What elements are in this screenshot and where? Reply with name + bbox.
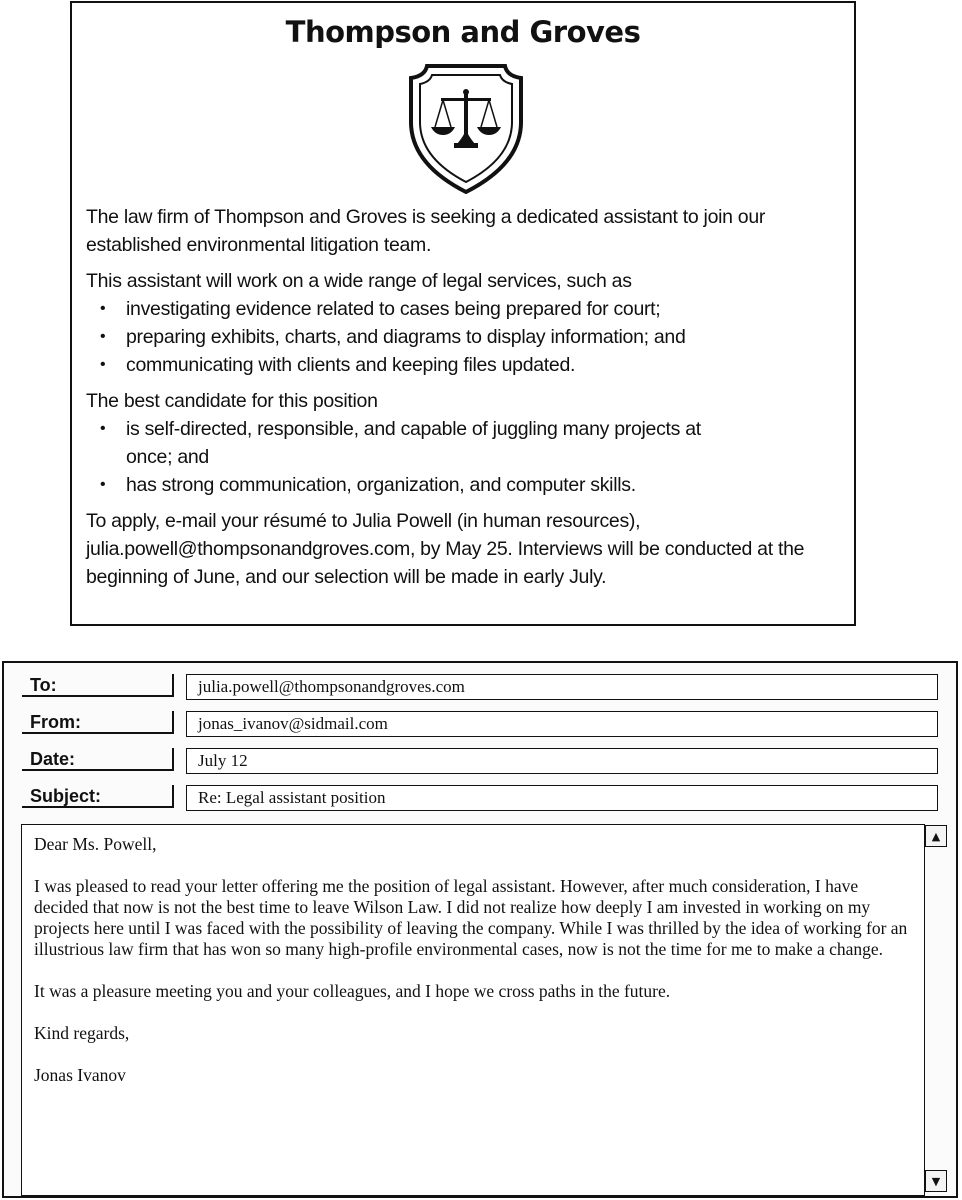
date-label: Date: (22, 748, 174, 771)
to-field[interactable]: julia.powell@thompsonandgroves.com (186, 674, 938, 700)
header-row-from (22, 711, 922, 735)
from-field[interactable]: jonas_ivanov@sidmail.com (186, 711, 938, 737)
subject-label: Subject: (22, 785, 174, 808)
body-paragraph-2: It was a pleasure meeting you and your colleagues, and I hope we cross paths in the future. (34, 981, 671, 1001)
job-advertisement (70, 1, 856, 626)
services-list (86, 295, 840, 379)
subject-field[interactable]: Re: Legal assistant position (186, 785, 938, 811)
email-window (2, 661, 958, 1198)
services-lead: This assistant will work on a wide range of legal services, such as (86, 270, 632, 292)
from-label: From: (22, 711, 174, 734)
list-item: • communicating with clients and keeping files updated. (126, 351, 840, 379)
list-item: • is self-directed, responsible, and capable of juggling many projects at once; and (126, 415, 720, 471)
apply-instructions: To apply, e-mail your résumé to Julia Powell (in human resources), julia.powell@thompsonandgroves.com, by May 25. Interviews will be conducted at the beginning of June, and our selection will be made in early July. (86, 510, 805, 588)
ad-intro: The law firm of Thompson and Groves is seeking a dedicated assistant to join our established environmental litigation team. (86, 206, 766, 256)
candidate-lead: The best candidate for this position (86, 390, 378, 412)
scroll-up-button[interactable] (925, 825, 947, 847)
ad-title: Thompson and Groves (285, 15, 641, 49)
body-paragraph-1: I was pleased to read your letter offering me the position of legal assistant. However, after much consideration, I have decided that now is not the best time to leave Wilson Law. I did not realize how deeply I am invested in working on my projects here until I was faced with the possibility of leaving the company. While I was thrilled by the idea of working for an illustrious law firm that has won so many high-profile environmental cases, now is not the time for me to make a change. (34, 876, 908, 959)
scales-of-justice-shield-icon (407, 64, 525, 194)
header-row-subject (22, 785, 922, 809)
header-row-date (22, 748, 922, 772)
list-item: • investigating evidence related to cases being prepared for court; (126, 295, 840, 323)
list-item: • has strong communication, organization, and computer skills. (126, 471, 840, 499)
date-field[interactable]: July 12 (186, 748, 938, 774)
to-label: To: (22, 674, 174, 697)
ad-body (86, 203, 840, 599)
scroll-down-button[interactable] (925, 1170, 947, 1192)
arrow-down-icon: ▼ (931, 1174, 941, 1188)
candidate-traits-list (86, 415, 840, 499)
message-body[interactable] (21, 824, 925, 1196)
greeting: Dear Ms. Powell, (34, 834, 157, 854)
header-row-to (22, 674, 922, 698)
closing: Kind regards, (34, 1023, 130, 1043)
signature: Jonas Ivanov (34, 1065, 126, 1085)
arrow-up-icon: ▲ (931, 829, 941, 843)
list-item: • preparing exhibits, charts, and diagrams to display information; and (126, 323, 840, 351)
